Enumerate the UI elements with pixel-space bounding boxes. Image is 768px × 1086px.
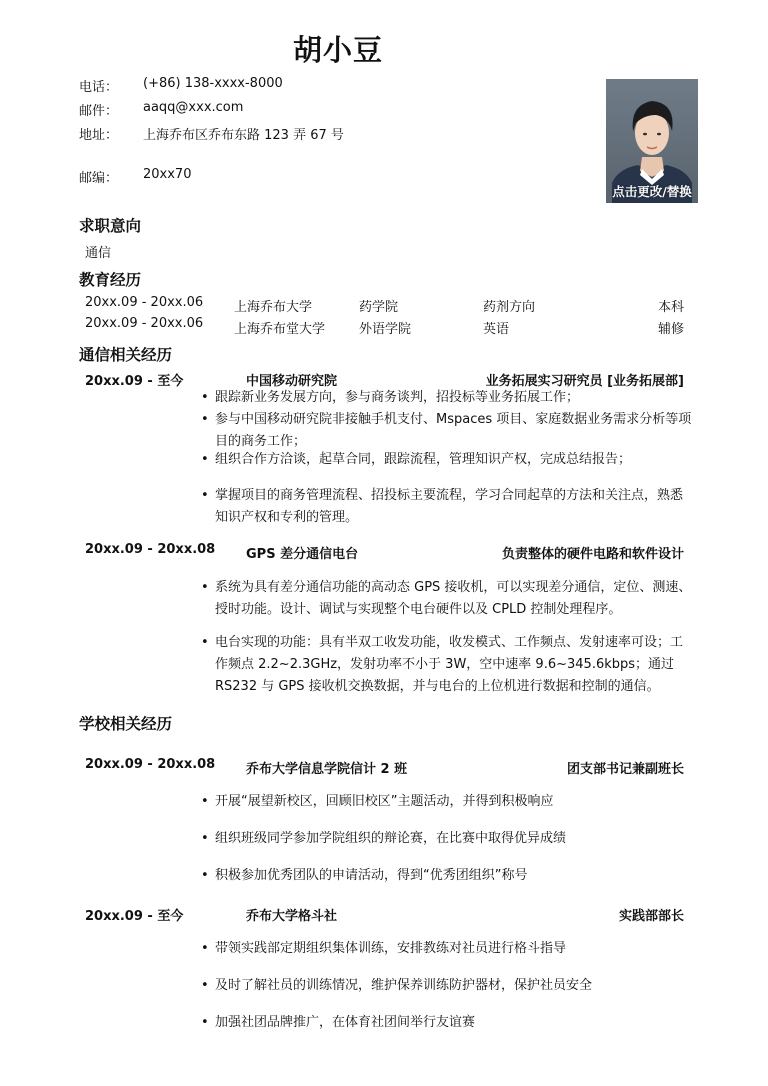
postcode-label: 邮编： [79, 171, 119, 186]
edu-college: 外语学院 [359, 322, 412, 337]
phone-value: (+86) 138-xxxx-8000 [143, 76, 283, 91]
exp-role: 实践部部长 [618, 909, 684, 924]
list-item: • 开展“展望新校区，回顾旧校区”主题活动，并得到积极响应 [201, 791, 693, 813]
edu-school: 上海乔布堂大学 [234, 322, 326, 337]
edu-degree: 辅修 [657, 322, 684, 337]
comm-experience-title: 通信相关经历 [79, 346, 173, 364]
objective-value: 通信 [85, 246, 112, 261]
bullet-icon: • [201, 1015, 209, 1030]
bullet-icon: • [201, 794, 209, 809]
bullet-icon: • [201, 941, 209, 956]
exp-date: 20xx.09 - 20xx.08 [85, 757, 216, 772]
school-experience-title: 学校相关经历 [79, 715, 173, 733]
exp-role: 团支部书记兼副班长 [566, 762, 684, 777]
exp-org: GPS 差分通信电台 [246, 547, 359, 562]
edu-degree: 本科 [657, 300, 684, 315]
edu-date: 20xx.09 - 20xx.06 [85, 295, 204, 310]
edu-major: 药剂方向 [483, 300, 536, 315]
list-item: • 参与中国移动研究院非接触手机支付、Mspaces 项目、家庭数据业务需求分析等项目的商务工作； [201, 409, 693, 453]
exp-date: 20xx.09 - 至今 [85, 374, 184, 389]
phone-label: 电话： [79, 80, 119, 95]
edu-date: 20xx.09 - 20xx.06 [85, 316, 204, 331]
bullet-icon: • [201, 580, 209, 595]
edu-major: 英语 [483, 322, 510, 337]
edu-school: 上海乔布大学 [234, 300, 313, 315]
email-value: aaqq@xxx.com [143, 100, 244, 115]
bullet-icon: • [201, 831, 209, 846]
bullet-icon: • [201, 978, 209, 993]
profile-photo[interactable] [606, 79, 698, 203]
edu-college: 药学院 [359, 300, 399, 315]
list-item: • 及时了解社员的训练情况，维护保养训练防护器材，保护社员安全 [201, 975, 693, 997]
objective-title: 求职意向 [79, 217, 142, 235]
education-title: 教育经历 [79, 271, 142, 289]
list-item: • 组织班级同学参加学院组织的辩论赛，在比赛中取得优异成绩 [201, 828, 693, 850]
exp-org: 中国移动研究院 [246, 374, 338, 389]
exp-role: 业务拓展实习研究员 [业务拓展部] [485, 374, 684, 389]
exp-date: 20xx.09 - 至今 [85, 909, 184, 924]
list-item: • 积极参加优秀团队的申请活动，得到“优秀团组织”称号 [201, 865, 693, 887]
photo-change-caption[interactable]: 点击更改/替换 [612, 184, 692, 199]
bullet-icon: • [201, 868, 209, 883]
address-value: 上海乔布区乔布东路 123 弄 67 号 [143, 128, 344, 143]
exp-org: 乔布大学信息学院信计 2 班 [246, 762, 408, 777]
bullet-icon: • [201, 412, 209, 427]
list-item: • 组织合作方洽谈，起草合同，跟踪流程，管理知识产权，完成总结报告； [201, 449, 693, 471]
bullet-icon: • [201, 452, 209, 467]
bullet-icon: • [201, 635, 209, 650]
exp-date: 20xx.09 - 20xx.08 [85, 542, 216, 557]
list-item: • 带领实践部定期组织集体训练，安排教练对社员进行格斗指导 [201, 938, 693, 960]
bullet-icon: • [201, 488, 209, 503]
list-item: • 掌握项目的商务管理流程、招投标主要流程，学习合同起草的方法和关注点，熟悉知识产权和专利的管理。 [201, 485, 693, 529]
list-item: • 电台实现的功能：具有半双工收发功能，收发模式、工作频点、发射速率可设；工作频点 2.2~2.3GHz，发射功率不小于 3W，空中速率 9.6~345.6kbps；通过 RS232 与 GPS 接收机交换数据，并与电台的上位机进行数据和控制的通信。 [201, 632, 693, 698]
exp-org: 乔布大学格斗社 [246, 909, 338, 924]
candidate-name: 胡小豆 [292, 33, 383, 67]
address-label: 地址： [79, 128, 119, 143]
bullet-icon: • [201, 390, 209, 405]
list-item: • 系统为具有差分通信功能的高动态 GPS 接收机，可以实现差分通信，定位、测速、授时功能。设计、调试与实现整个电台硬件以及 CPLD 控制处理程序。 [201, 577, 693, 621]
email-label: 邮件： [79, 104, 119, 119]
exp-role: 负责整体的硬件电路和软件设计 [501, 547, 684, 562]
postcode-value: 20xx70 [143, 167, 192, 182]
list-item: • 跟踪新业务发展方向，参与商务谈判，招投标等业务拓展工作； [201, 387, 693, 409]
list-item: • 加强社团品牌推广，在体育社团间举行友谊赛 [201, 1012, 693, 1034]
